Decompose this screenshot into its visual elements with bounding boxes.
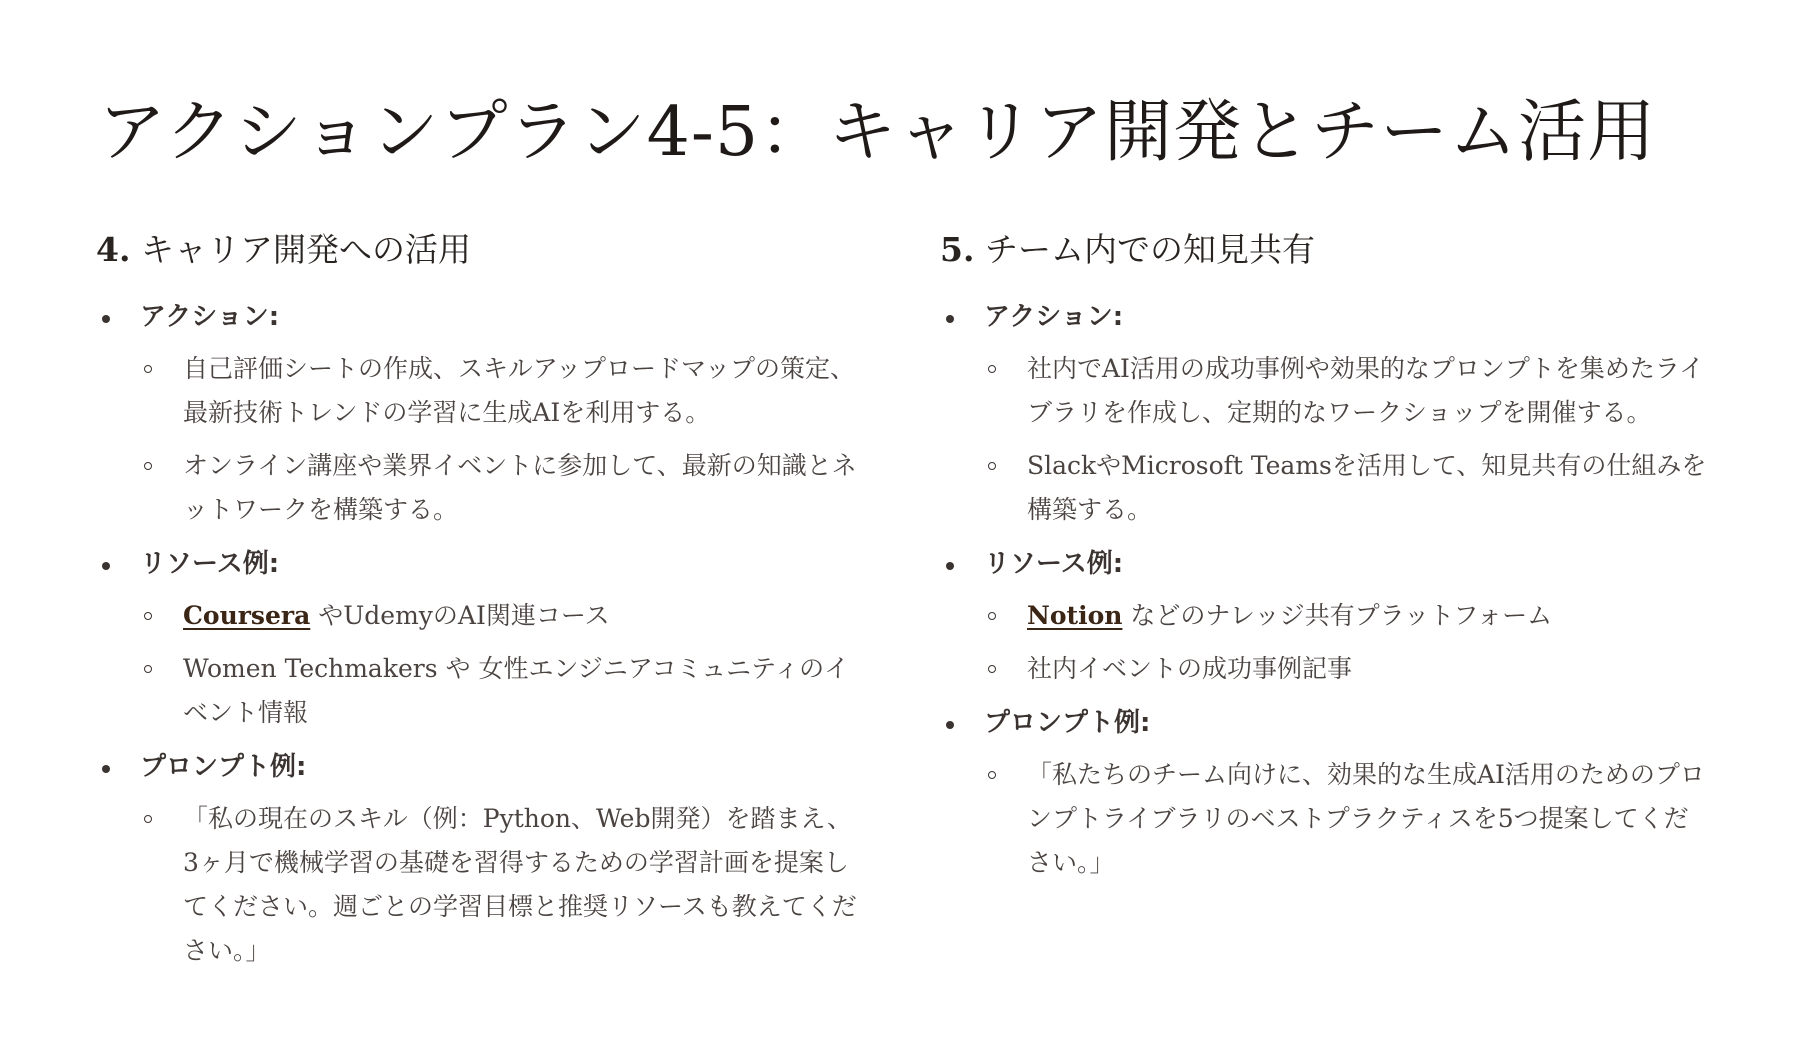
list-item-resources (96, 542, 866, 735)
list-item (140, 444, 866, 532)
circle-bullet-icon (144, 612, 152, 620)
circle-bullet-icon (144, 365, 152, 373)
actions-sublist (140, 347, 866, 532)
circle-bullet-icon (988, 365, 996, 373)
action-text: オンライン講座や業界イベントに参加して、最新の知識とネットワークを構築する。 (183, 451, 857, 524)
section-number: 4. (96, 230, 131, 269)
resources-sublist (140, 594, 866, 735)
circle-bullet-icon (988, 771, 996, 779)
list-item (140, 347, 866, 435)
page-title: アクションプラン4-5：キャリア開発とチーム活用 (98, 93, 1657, 172)
notion-link[interactable]: Notion (1027, 601, 1123, 630)
bullet-icon (946, 315, 954, 323)
list-item-actions (96, 295, 866, 532)
bullet-icon (946, 721, 954, 729)
circle-bullet-icon (144, 815, 152, 823)
section-number: 5. (940, 230, 975, 269)
prompt-text: 「私の現在のスキル（例：Python、Web開発）を踏まえ、3ヶ月で機械学習の基礎を習得するための学習計画を提案してください。週ごとの学習目標と推奨リソースも教えてください。」 (183, 804, 857, 965)
list-item (984, 647, 1710, 691)
team-list (940, 295, 1710, 885)
list-item (140, 797, 866, 973)
list-item (140, 594, 866, 638)
list-item-prompt (940, 701, 1710, 885)
prompt-label: プロンプト例: (984, 708, 1151, 738)
resource-text: やUdemyのAI関連コース (310, 601, 610, 630)
prompt-sublist (140, 797, 866, 973)
resources-label: リソース例: (984, 549, 1124, 579)
resource-text: Women Techmakers や 女性エンジニアコミュニティのイベント情報 (183, 654, 850, 727)
section-heading-team (940, 225, 1710, 275)
resources-sublist (984, 594, 1710, 691)
section-heading-career (96, 225, 866, 275)
section-heading-text: チーム内での知見共有 (984, 230, 1315, 269)
list-item-prompt (96, 745, 866, 973)
circle-bullet-icon (988, 665, 996, 673)
coursera-link[interactable]: Coursera (183, 601, 311, 630)
bullet-icon (102, 562, 110, 570)
circle-bullet-icon (144, 462, 152, 470)
section-team-knowledge (940, 225, 1710, 895)
list-item-resources (940, 542, 1710, 691)
resources-label: リソース例: (140, 549, 280, 579)
resource-text: などのナレッジ共有プラットフォーム (1122, 601, 1553, 630)
actions-label: アクション: (984, 302, 1124, 332)
bullet-icon (102, 765, 110, 773)
list-item-actions (940, 295, 1710, 532)
prompt-label: プロンプト例: (140, 752, 307, 782)
prompt-text: 「私たちのチーム向けに、効果的な生成AI活用のためのプロンプトライブラリのベストプラクティスを5つ提案してください。」 (1027, 760, 1705, 877)
section-heading-text: キャリア開発への活用 (140, 230, 471, 269)
list-item (140, 647, 866, 735)
action-text: 自己評価シートの作成、スキルアップロードマップの策定、最新技術トレンドの学習に生成AIを利用する。 (183, 354, 856, 427)
actions-label: アクション: (140, 302, 280, 332)
circle-bullet-icon (144, 665, 152, 673)
action-text: SlackやMicrosoft Teamsを活用して、知見共有の仕組みを構築する。 (1027, 451, 1707, 524)
career-list (96, 295, 866, 973)
bullet-icon (102, 315, 110, 323)
circle-bullet-icon (988, 462, 996, 470)
list-item (984, 347, 1710, 435)
list-item (984, 444, 1710, 532)
prompt-sublist (984, 753, 1710, 885)
actions-sublist (984, 347, 1710, 532)
action-text: 社内でAI活用の成功事例や効果的なプロンプトを集めたライブラリを作成し、定期的なワークショップを開催する。 (1027, 354, 1705, 427)
circle-bullet-icon (988, 612, 996, 620)
list-item (984, 753, 1710, 885)
bullet-icon (946, 562, 954, 570)
resource-text: 社内イベントの成功事例記事 (1027, 654, 1353, 683)
list-item (984, 594, 1710, 638)
section-career-development (96, 225, 866, 983)
